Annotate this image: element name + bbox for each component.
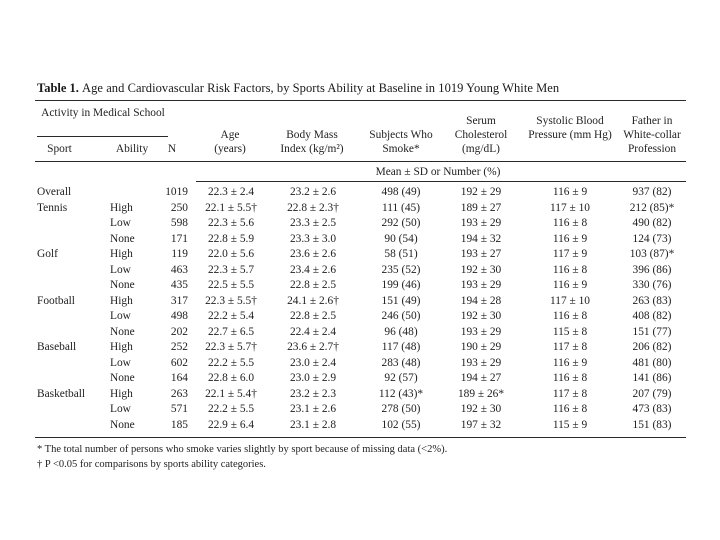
cell-father: 396 (86) bbox=[632, 263, 672, 276]
cell-sport: Baseball bbox=[37, 341, 77, 353]
cell-cholesterol: 197 ± 32 bbox=[460, 418, 502, 431]
header-rule bbox=[35, 161, 686, 162]
header-n: N bbox=[167, 143, 177, 155]
cell-ability: Low bbox=[110, 263, 131, 276]
cell-smoke: 246 (50) bbox=[381, 310, 421, 322]
cell-bmi: 22.8 ± 2.3† bbox=[287, 201, 339, 214]
cell-bmi: 23.3 ± 2.5 bbox=[289, 217, 337, 229]
cell-father: 141 (86) bbox=[632, 372, 672, 384]
cell-cholesterol: 190 ± 29 bbox=[460, 341, 502, 353]
cell-n: 202 bbox=[170, 325, 188, 338]
cell-age: 22.5 ± 5.5 bbox=[207, 279, 255, 291]
table-title-label: Table 1. bbox=[37, 81, 79, 95]
cell-ability: None bbox=[110, 418, 135, 431]
table-title-text: Age and Cardiovascular Risk Factors, by Sports Ability at Baseline in 1019 Young White Men bbox=[82, 81, 560, 95]
cell-ability: Low bbox=[110, 356, 131, 369]
cell-ability: None bbox=[110, 325, 135, 338]
cell-smoke: 199 (46) bbox=[381, 279, 421, 291]
cell-father: 408 (82) bbox=[632, 310, 672, 322]
cell-bmi: 23.1 ± 2.8 bbox=[289, 418, 337, 431]
cell-father: 481 (80) bbox=[632, 356, 672, 369]
cell-sbp: 116 ± 9 bbox=[552, 279, 588, 291]
cell-bmi: 23.6 ± 2.6 bbox=[289, 248, 337, 260]
cell-sbp: 115 ± 8 bbox=[552, 325, 588, 338]
stat-label-rule bbox=[196, 181, 686, 182]
cell-sbp: 116 ± 8 bbox=[552, 217, 588, 229]
cell-age: 22.7 ± 6.5 bbox=[207, 325, 255, 338]
cell-age: 22.9 ± 6.4 bbox=[207, 418, 255, 431]
cell-n: 317 bbox=[170, 294, 188, 307]
cell-smoke: 58 (51) bbox=[384, 248, 418, 260]
cell-bmi: 22.8 ± 2.5 bbox=[289, 279, 337, 291]
cell-cholesterol: 193 ± 29 bbox=[460, 325, 502, 338]
cell-father: 212 (85)* bbox=[629, 201, 675, 214]
cell-smoke: 235 (52) bbox=[381, 263, 421, 276]
cell-sbp: 115 ± 9 bbox=[552, 418, 588, 431]
cell-age: 22.3 ± 5.5† bbox=[205, 294, 257, 307]
cell-father: 937 (82) bbox=[632, 186, 672, 198]
cell-smoke: 498 (49) bbox=[381, 186, 421, 198]
cell-cholesterol: 194 ± 28 bbox=[460, 294, 502, 307]
cell-age: 22.1 ± 5.4† bbox=[205, 387, 257, 400]
cell-bmi: 22.4 ± 2.4 bbox=[289, 325, 337, 338]
cell-cholesterol: 193 ± 29 bbox=[460, 279, 502, 291]
cell-bmi: 23.0 ± 2.4 bbox=[289, 356, 337, 369]
cell-ability: None bbox=[110, 279, 135, 291]
cell-cholesterol: 189 ± 26* bbox=[457, 387, 505, 400]
header-age: Age (years) bbox=[214, 129, 246, 155]
cell-age: 22.2 ± 5.4 bbox=[207, 310, 255, 322]
cell-n: 252 bbox=[170, 341, 188, 353]
cell-sbp: 117 ± 10 bbox=[549, 201, 590, 214]
cell-bmi: 23.6 ± 2.7† bbox=[287, 341, 339, 353]
header-ability: Ability bbox=[115, 143, 149, 155]
cell-age: 22.3 ± 5.7† bbox=[205, 341, 257, 353]
cell-smoke: 102 (55) bbox=[381, 418, 421, 431]
cell-smoke: 117 (48) bbox=[381, 341, 421, 353]
cell-cholesterol: 193 ± 29 bbox=[460, 217, 502, 229]
header-activity-group: Activity in Medical School bbox=[41, 107, 165, 119]
cell-sport: Basketball bbox=[37, 387, 86, 400]
cell-ability: High bbox=[110, 341, 133, 353]
cell-ability: Low bbox=[110, 310, 131, 322]
cell-n: 119 bbox=[171, 248, 188, 260]
cell-n: 463 bbox=[170, 263, 188, 276]
cell-sport: Football bbox=[37, 294, 75, 307]
cell-bmi: 24.1 ± 2.6† bbox=[287, 294, 339, 307]
cell-n: 1019 bbox=[165, 186, 188, 198]
cell-n: 263 bbox=[170, 387, 188, 400]
cell-sbp: 116 ± 8 bbox=[552, 310, 588, 322]
cell-sbp: 116 ± 9 bbox=[552, 232, 588, 245]
footnote-significance: † P <0.05 for comparisons by sports ability categories. bbox=[37, 459, 266, 470]
cell-sport: Golf bbox=[37, 248, 58, 260]
cell-father: 473 (83) bbox=[632, 403, 672, 415]
header-smoke: Subjects Who Smoke* bbox=[369, 129, 433, 155]
header-cholesterol: Serum Cholesterol (mg/dL) bbox=[454, 115, 508, 155]
cell-age: 22.3 ± 5.7 bbox=[207, 263, 255, 276]
cell-bmi: 23.0 ± 2.9 bbox=[289, 372, 337, 384]
header-group-rule bbox=[37, 136, 168, 137]
cell-n: 250 bbox=[170, 201, 188, 214]
header-sport: Sport bbox=[47, 143, 72, 155]
cell-cholesterol: 193 ± 27 bbox=[460, 248, 502, 260]
cell-sport: Tennis bbox=[37, 201, 68, 214]
cell-age: 22.1 ± 5.5† bbox=[205, 201, 257, 214]
cell-age: 22.3 ± 2.4 bbox=[207, 186, 255, 198]
cell-father: 490 (82) bbox=[632, 217, 672, 229]
cell-age: 22.0 ± 5.6 bbox=[207, 248, 255, 260]
cell-smoke: 151 (49) bbox=[381, 294, 421, 307]
bottom-rule bbox=[35, 437, 686, 438]
cell-age: 22.8 ± 6.0 bbox=[207, 372, 255, 384]
footnote-smoke: * The total number of persons who smoke varies slightly by sport because of missing data (<2%). bbox=[37, 444, 448, 455]
cell-sbp: 116 ± 9 bbox=[552, 186, 588, 198]
cell-cholesterol: 192 ± 30 bbox=[460, 403, 502, 415]
cell-ability: Low bbox=[110, 217, 131, 229]
cell-father: 206 (82) bbox=[632, 341, 672, 353]
header-father: Father in White-collar Profession bbox=[623, 115, 681, 155]
cell-bmi: 23.3 ± 3.0 bbox=[289, 232, 337, 245]
cell-age: 22.2 ± 5.5 bbox=[207, 403, 255, 415]
cell-n: 164 bbox=[170, 372, 188, 384]
cell-n: 498 bbox=[170, 310, 188, 322]
cell-smoke: 96 (48) bbox=[384, 325, 418, 338]
cell-bmi: 23.2 ± 2.3 bbox=[289, 387, 337, 400]
table-title bbox=[37, 81, 559, 96]
cell-sbp: 116 ± 8 bbox=[552, 372, 588, 384]
cell-smoke: 283 (48) bbox=[381, 356, 421, 369]
cell-bmi: 23.1 ± 2.6 bbox=[289, 403, 337, 415]
cell-sbp: 116 ± 8 bbox=[552, 403, 588, 415]
cell-cholesterol: 189 ± 27 bbox=[460, 201, 502, 214]
cell-cholesterol: 194 ± 27 bbox=[460, 372, 502, 384]
cell-sbp: 117 ± 8 bbox=[552, 341, 588, 353]
cell-age: 22.8 ± 5.9 bbox=[207, 232, 255, 245]
cell-ability: High bbox=[110, 294, 133, 307]
cell-father: 151 (77) bbox=[632, 325, 672, 338]
cell-smoke: 90 (54) bbox=[384, 232, 418, 245]
cell-sbp: 117 ± 10 bbox=[549, 294, 590, 307]
cell-bmi: 23.2 ± 2.6 bbox=[289, 186, 337, 198]
cell-father: 151 (83) bbox=[632, 418, 672, 431]
cell-cholesterol: 194 ± 32 bbox=[460, 232, 502, 245]
cell-sbp: 116 ± 8 bbox=[552, 263, 588, 276]
cell-sbp: 116 ± 9 bbox=[552, 356, 588, 369]
header-sbp: Systolic Blood Pressure (mm Hg) bbox=[528, 115, 612, 141]
cell-smoke: 292 (50) bbox=[381, 217, 421, 229]
cell-sbp: 117 ± 8 bbox=[552, 387, 588, 400]
cell-father: 124 (73) bbox=[632, 232, 672, 245]
cell-n: 171 bbox=[170, 232, 188, 245]
cell-ability: High bbox=[110, 248, 133, 260]
cell-n: 598 bbox=[170, 217, 188, 229]
cell-ability: None bbox=[110, 232, 135, 245]
top-rule bbox=[35, 100, 686, 101]
cell-smoke: 278 (50) bbox=[381, 403, 421, 415]
cell-smoke: 112 (43)* bbox=[378, 387, 424, 400]
cell-age: 22.2 ± 5.5 bbox=[207, 356, 255, 369]
header-bmi: Body Mass Index (kg/m²) bbox=[280, 129, 344, 155]
cell-n: 185 bbox=[170, 418, 188, 431]
cell-cholesterol: 192 ± 30 bbox=[460, 263, 502, 276]
cell-bmi: 22.8 ± 2.5 bbox=[289, 310, 337, 322]
cell-ability: High bbox=[110, 201, 133, 214]
cell-cholesterol: 192 ± 30 bbox=[460, 310, 502, 322]
cell-sbp: 117 ± 9 bbox=[552, 248, 588, 260]
cell-father: 330 (76) bbox=[632, 279, 672, 291]
cell-smoke: 92 (57) bbox=[384, 372, 418, 384]
cell-sport: Overall bbox=[37, 186, 72, 198]
cell-cholesterol: 193 ± 29 bbox=[460, 356, 502, 369]
cell-father: 103 (87)* bbox=[629, 248, 675, 260]
cell-age: 22.3 ± 5.6 bbox=[207, 217, 255, 229]
cell-cholesterol: 192 ± 29 bbox=[460, 186, 502, 198]
cell-n: 571 bbox=[170, 403, 188, 415]
stat-label: Mean ± SD or Number (%) bbox=[375, 166, 501, 178]
cell-ability: High bbox=[110, 387, 133, 400]
cell-ability: Low bbox=[110, 403, 131, 415]
cell-ability: None bbox=[110, 372, 135, 384]
cell-father: 263 (83) bbox=[632, 294, 672, 307]
cell-n: 602 bbox=[170, 356, 188, 369]
cell-bmi: 23.4 ± 2.6 bbox=[289, 263, 337, 276]
cell-smoke: 111 (45) bbox=[381, 201, 421, 214]
cell-n: 435 bbox=[170, 279, 188, 291]
cell-father: 207 (79) bbox=[632, 387, 672, 400]
